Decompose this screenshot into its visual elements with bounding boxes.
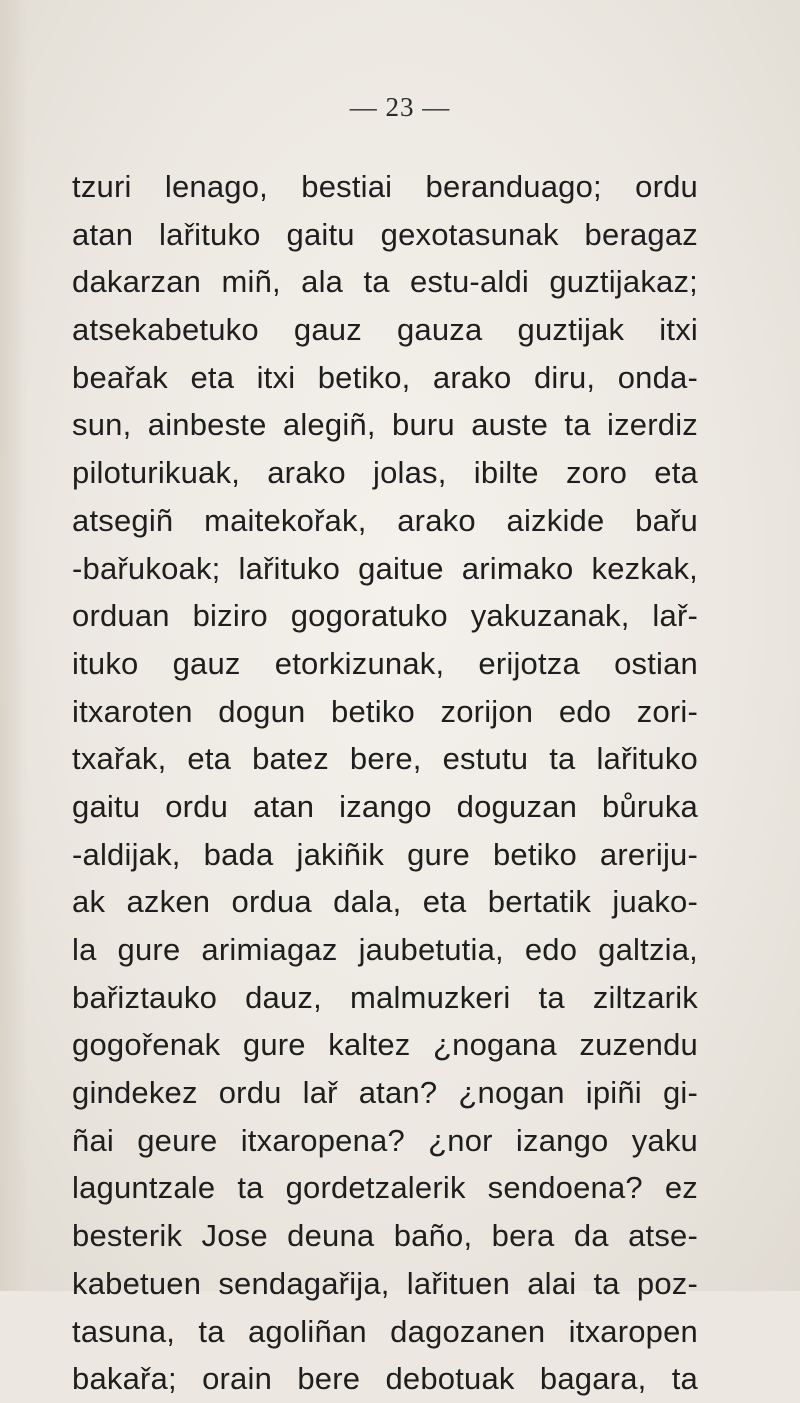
text-line: beařak eta itxi betiko, arako diru, onda-	[72, 359, 698, 395]
text-line: tzuri lenago, bestiai beranduago; ordu	[72, 169, 698, 204]
text-line: ituko gauz etorkizunak, erijotza ostian	[72, 645, 698, 681]
text-line: gindekez ordu lař atan? ¿nogan ipiñi gi-	[72, 1075, 698, 1111]
text-line: txařak, eta batez bere, estutu ta lařituko	[72, 741, 698, 777]
text-line: atan lařituko gaitu gexotasunak beragaz	[72, 216, 698, 252]
text-line: orduan biziro gogoratuko yakuzanak, lař-	[72, 598, 698, 634]
text-line: besterik Jose deuna baño, bera da atse-	[72, 1218, 698, 1254]
text-line: piloturikuak, arako jolas, ibilte zoro eta	[72, 455, 698, 491]
text-line: la gure arimiagaz jaubetutia, edo galtzia,	[72, 932, 698, 967]
page-edge-shadow	[0, 0, 28, 1291]
text-line: -bařukoak; lařituko gaitue arimako kezkak,	[72, 550, 698, 586]
text-line: laguntzale ta gordetzalerik sendoena? ez	[72, 1170, 698, 1206]
text-line: ñai geure itxaropena? ¿nor izango yaku	[72, 1122, 698, 1158]
text-line: -aldijak, bada jakiñik gure betiko areriju-	[72, 836, 698, 872]
text-line: bařiztauko dauz, malmuzkeri ta ziltzarik	[72, 979, 698, 1015]
page-number: — 23 —	[349, 92, 451, 122]
text-line: ak azken ordua dala, eta bertatik juako-	[72, 884, 698, 920]
text-line: atsekabetuko gauz gauza guztijak itxi	[72, 312, 698, 348]
text-line: gaitu ordu atan izango doguzan bůruka	[72, 788, 698, 824]
body-text	[72, 163, 698, 1403]
text-line: bakařa; orain bere debotuak bagara, ta	[72, 1361, 698, 1397]
text-line: itxaroten dogun betiko zorijon edo zori-	[72, 693, 698, 729]
text-line: gogořenak gure kaltez ¿nogana zuzendu	[72, 1027, 698, 1063]
text-line: dakarzan miñ, ala ta estu-aldi guztijakaz;	[72, 264, 698, 300]
text-line: sun, ainbeste alegiñ, buru auste ta izerdiz	[72, 407, 698, 443]
text-line: kabetuen sendagařija, lařituen alai ta poz-	[72, 1265, 698, 1301]
text-line: atsegiñ maitekořak, arako aizkide bařu	[72, 502, 698, 538]
text-line: tasuna, ta agoliñan dagozanen itxaropen	[72, 1313, 698, 1349]
